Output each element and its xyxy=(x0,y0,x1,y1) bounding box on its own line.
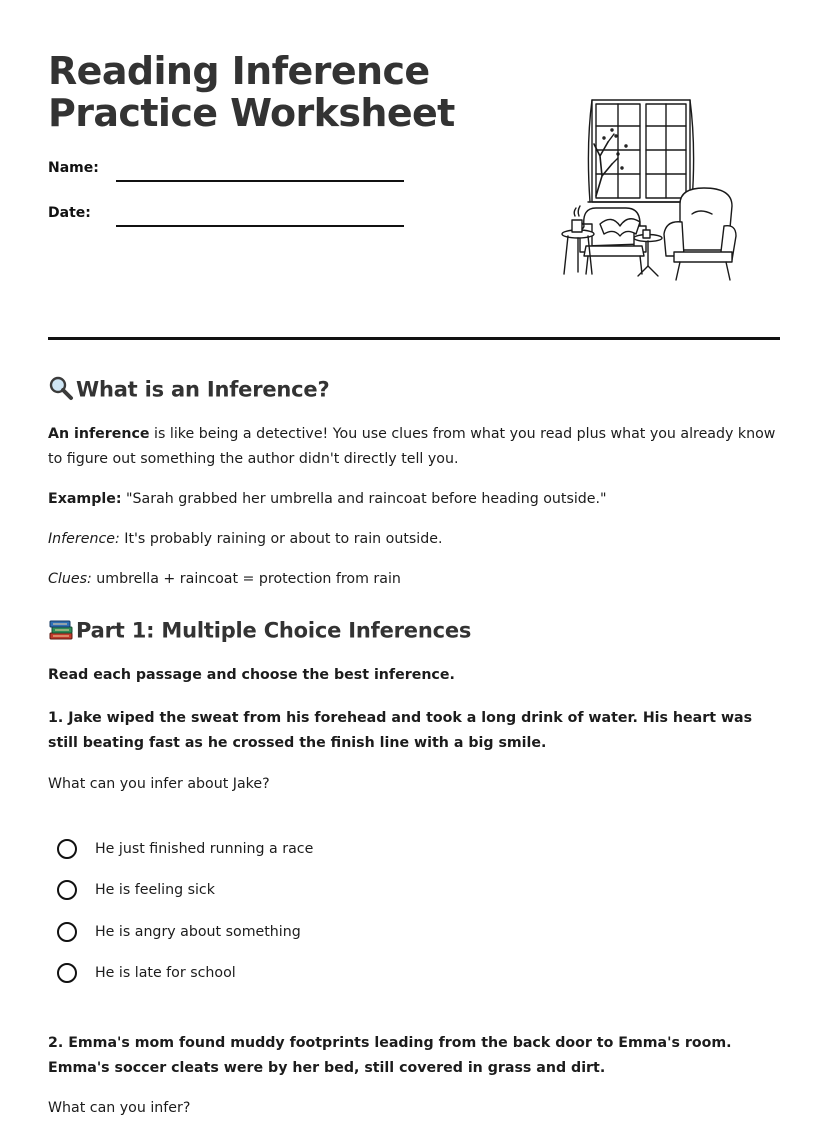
example-clues xyxy=(48,567,780,592)
example-inference xyxy=(48,527,780,552)
question-2-prompt: What can you infer? xyxy=(48,1100,191,1116)
part-1-instructions: Read each passage and choose the best inference. xyxy=(48,667,455,683)
example-sentence xyxy=(48,487,780,512)
option-label: He is feeling sick xyxy=(95,882,215,898)
header-divider xyxy=(48,337,780,340)
books-icon xyxy=(48,616,76,647)
question-1-prompt: What can you infer about Jake? xyxy=(48,776,270,792)
page-title xyxy=(48,50,455,134)
example-label: Example: xyxy=(48,491,122,507)
reading-nook-illustration xyxy=(556,96,746,282)
radio-button[interactable] xyxy=(57,922,77,942)
section-heading-part-1 xyxy=(48,616,471,647)
magnifying-glass-icon xyxy=(48,375,76,406)
title-line-1: Reading Inference xyxy=(48,49,430,93)
name-field[interactable] xyxy=(116,180,404,182)
radio-button[interactable] xyxy=(57,880,77,900)
definition-text: is like being a detective! You use clues from what you read plus what you already know to figure out something the author didn't directly tell you. xyxy=(48,426,776,467)
option-label: He is late for school xyxy=(95,965,236,981)
question-2-passage: 2. Emma's mom found muddy footprints leading from the back door to Emma's room. Emma's soccer cleats were by her bed, still covered in grass and dirt. xyxy=(48,1035,732,1076)
inference-text: It's probably raining or about to rain outside. xyxy=(119,531,443,547)
definition-term: An inference xyxy=(48,426,150,442)
date-field[interactable] xyxy=(116,225,404,227)
title-line-2: Practice Worksheet xyxy=(48,91,455,135)
date-label: Date: xyxy=(48,205,91,221)
inference-label: Inference: xyxy=(48,531,120,547)
option-label: He is angry about something xyxy=(95,924,301,940)
name-label: Name: xyxy=(48,160,99,176)
clues-text: umbrella + raincoat = protection from rain xyxy=(91,571,401,587)
radio-button[interactable] xyxy=(57,839,77,859)
question-1-passage: 1. Jake wiped the sweat from his forehead and took a long drink of water. His heart was still beating fast as he crossed the finish line with a big smile. xyxy=(48,710,753,751)
example-text: "Sarah grabbed her umbrella and raincoat before heading outside." xyxy=(121,491,607,507)
section-heading-text: What is an Inference? xyxy=(76,377,330,402)
section-heading-what-is-inference xyxy=(48,375,329,406)
radio-button[interactable] xyxy=(57,963,77,983)
inference-definition xyxy=(48,422,780,472)
option-label: He just finished running a race xyxy=(95,841,314,857)
clues-label: Clues: xyxy=(48,571,92,587)
section-heading-text: Part 1: Multiple Choice Inferences xyxy=(76,618,472,643)
